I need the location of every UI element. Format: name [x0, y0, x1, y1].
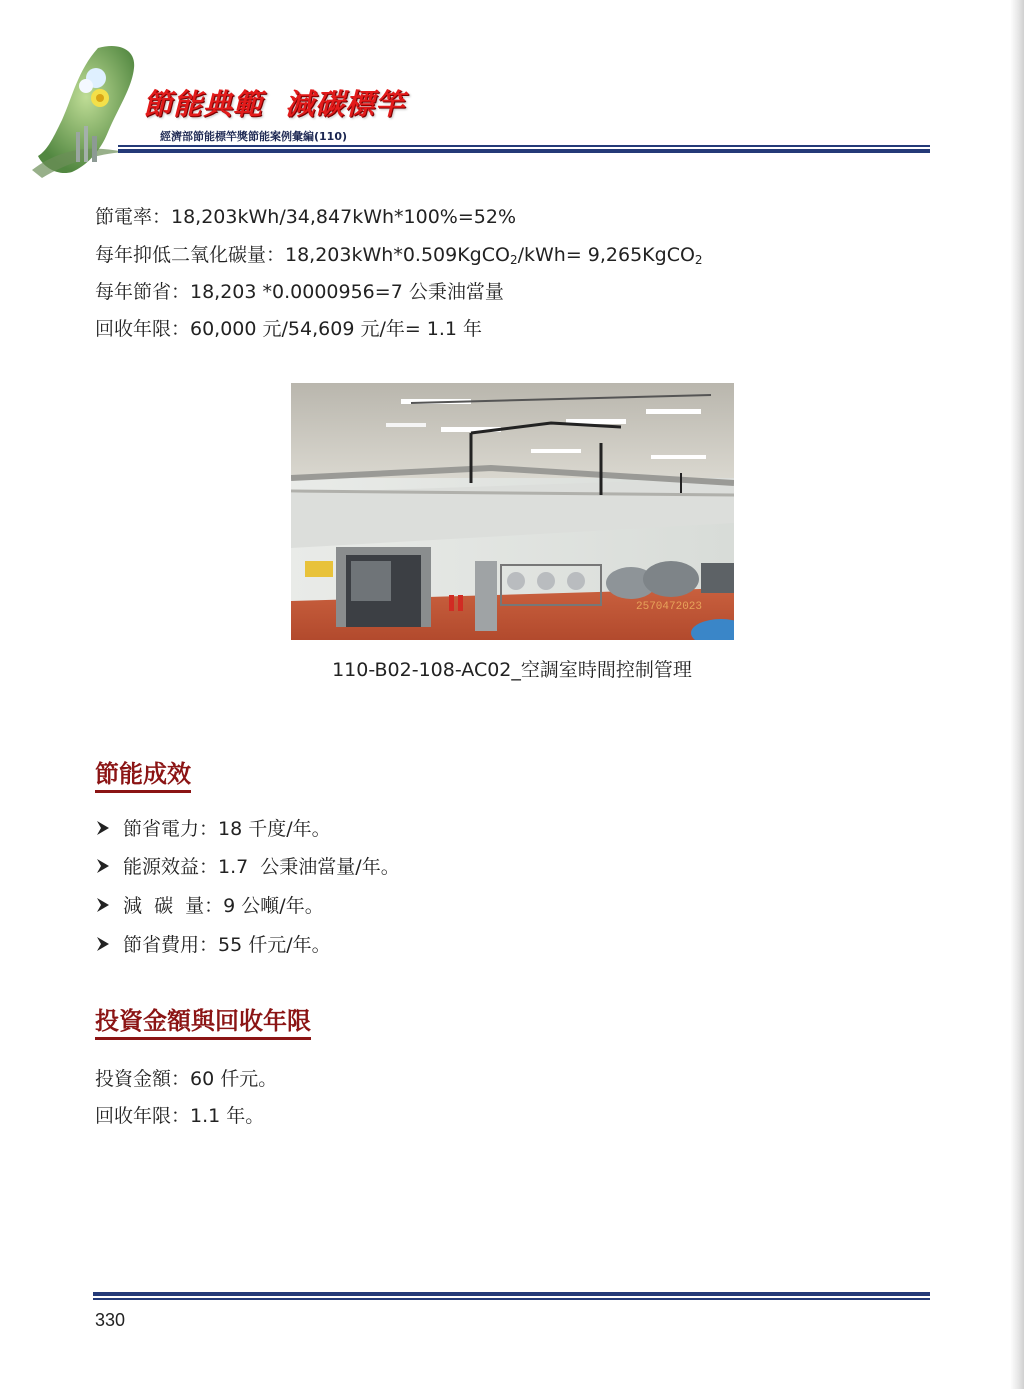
- arrow-bullet-icon: [95, 821, 111, 835]
- photo-caption: 110-B02-108-AC02_空調室時間控制管理: [332, 659, 692, 681]
- header-title: 節能典範 減碳標竿: [143, 87, 406, 121]
- bullet-item: 節省費用：55 仟元/年。: [95, 930, 331, 957]
- header-rule: [118, 145, 930, 147]
- photo-timestamp: 2570472023: [636, 601, 703, 613]
- calc-line-co2-reduction: 每年抑低二氧化碳量：18,203kWh*0.509KgCO$_2$/kWh= 9,265KgCO$_2$: [95, 244, 703, 267]
- calc-line-saving-rate: 節電率：18,203kWh/34,847kWh*100%=52%: [95, 206, 516, 228]
- header-subtitle: 經濟部節能標竿獎節能案例彙編(110): [160, 130, 348, 143]
- bullet-item: 能源效益：1.7 公秉油當量/年。: [95, 852, 400, 879]
- arrow-bullet-icon: [95, 859, 111, 873]
- section-title-investment: 投資金額與回收年限: [95, 1001, 311, 1040]
- bullet-item: 減 碳 量：9 公噸/年。: [95, 891, 324, 918]
- section-title-results: 節能成效: [95, 754, 191, 793]
- bullet-item: 節省電力：18 千度/年。: [95, 814, 331, 841]
- header-rule-thick: [118, 149, 930, 153]
- arrow-bullet-icon: [95, 898, 111, 912]
- arrow-bullet-icon: [95, 937, 111, 951]
- calc-line-payback: 回收年限：60,000 元/54,609 元/年= 1.1 年: [95, 318, 483, 340]
- investment-amount: 投資金額：60 仟元。: [95, 1068, 278, 1090]
- taiwan-logo: [28, 40, 158, 180]
- page-edge-shadow: [1010, 0, 1024, 1389]
- payback-period: 回收年限：1.1 年。: [95, 1105, 265, 1127]
- calc-line-oil-equivalent: 每年節省：18,203 *0.0000956=7 公秉油當量: [95, 281, 504, 303]
- equipment-room-photo: [291, 383, 734, 640]
- page-number: 330: [95, 1310, 126, 1330]
- footer-rule-thick: [93, 1292, 930, 1296]
- footer-rule: [93, 1298, 930, 1300]
